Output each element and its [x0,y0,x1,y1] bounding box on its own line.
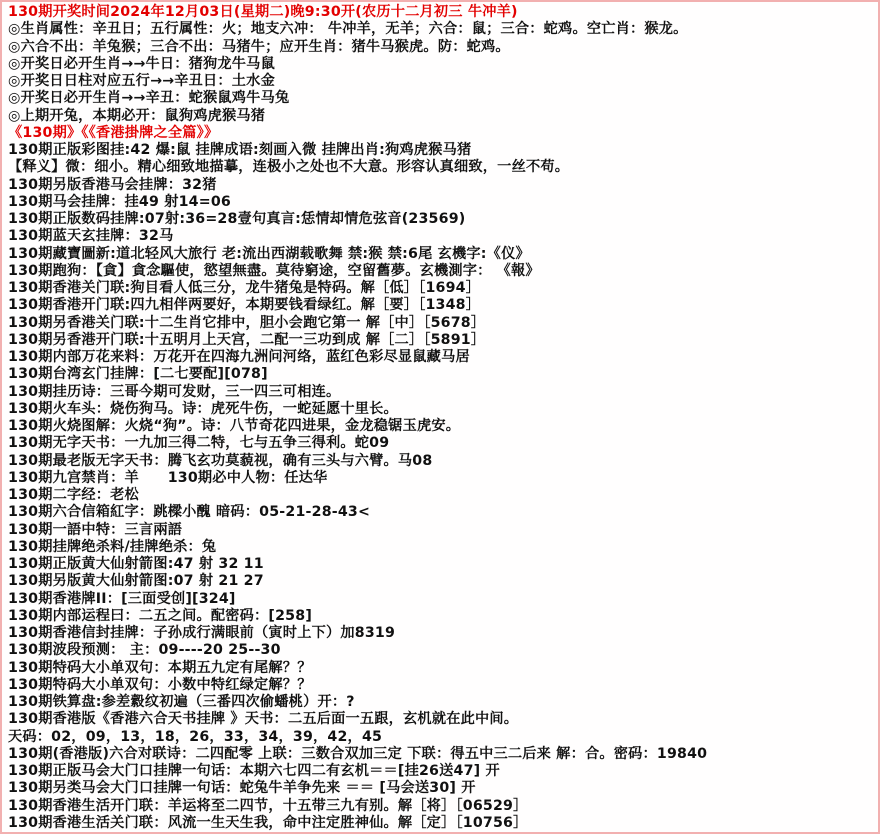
text-line: 130期正版马会大门口挂牌一句话：本期六七四二有玄机＝＝[挂26送47] 开 [8,763,500,779]
text-line: 130期香港生活关门联：风流一生天生我，命中注定胜神仙。解［定］［10756］ [8,814,528,831]
text-line: 130期特码大小单双句：本期五九定有尾解？？ [8,659,312,676]
text-line: 130期二字经：老松 [8,487,139,503]
text-line: 130期九宫禁肖：羊 130期必中人物：任达华 [8,469,328,486]
text-line: 130期火烧图解：火烧“狗”。诗：八节奇花四进果，金龙稳锯玉虎安。 [8,418,461,434]
text-line: 130期正版彩图挂:42 爆:鼠 挂牌成语:刻画入微 挂牌出肖:狗鸡虎猴马猪 [8,142,472,158]
text-line: 130期火车头：烧伤狗马。诗：虎死牛伤，一蛇延愿十里长。 [8,400,398,417]
text-line: 130期跑狗：【貪】貪念驅使，慾望無盡。莫待窮途，空留舊夢。玄機測字： 《報》 [8,262,540,279]
text-line: 130期另版香港马会挂牌：32猪 [8,176,217,193]
text-line: 130期一語中特：三言兩語 [8,521,183,538]
text-line: ◎开奖日日柱对应五行→→辛丑日：土水金 [8,73,275,89]
text-line: 130期另香港开门联:十五明月上天宫，二配一三功到成 解［二］［5891］ [8,331,486,348]
text-line: 130期另版黄大仙射箭图:07 射 21 27 [8,573,264,590]
text-line: 130期另香港关门联:十二生肖它排中，胆小会跑它第一 解［中］［5678］ [8,314,486,331]
text-lines-container [8,4,878,832]
text-line: 130期台湾玄门挂牌：[二七要配][078] [8,366,268,383]
text-line: 130期最老版无字天书：腾飞玄功莫藐视，确有三头与六臂。马08 [8,452,433,469]
text-line: ◎六合不出：羊兔猴；三合不出：马猪牛；应开生肖：猪牛马猴虎。防：蛇鸡。 [8,38,510,55]
text-line: 130期香港关门联:狗目看人低三分，龙牛猪兔是特码。解［低］［1694］ [8,280,481,296]
text-line: 130期蓝天玄挂牌：32马 [8,228,174,245]
text-line: 130期马会挂牌：挂49 射14=06 [8,193,231,210]
text-line: 130期开奖时间2024年12月03日(星期二)晚9:30开(农历十二月初三 牛冲羊) [8,4,518,20]
text-line: 130期挂历诗：三哥今期可发财，三一四三可相连。 [8,383,341,400]
text-line: 130期波段预测： 主：09----20 25--30 [8,642,281,659]
text-line: 130期正版数码挂牌:07射:36=28壹句真言:恁情却情危弦音(23569) [8,211,466,227]
text-line: 《130期》《《香港掛牌之全篇》》 [8,124,219,141]
text-line: 130期无字天书：一九加三得二特，七与五争三得利。蛇09 [8,435,390,452]
text-line: 130期香港开门联:四九相伴两要好，本期要钱看绿红。解［要］［1348］ [8,297,481,314]
text-line: 130期香港信封挂牌：子孙成行满眼前（寅时上下）加8319 [8,625,396,641]
text-line: 【释义】微：细小。精心细致地描摹，连极小之处也不大意。形容认真细致，一丝不苟。 [8,159,570,176]
text-line: 130期正版黄大仙射箭图:47 射 32 11 [8,556,264,572]
text-line: 130期香港生活开门联：羊运将至二四节，十五带三九有别。解［将］［06529］ [8,797,528,814]
text-line: 130期铁算盘:参差縠纹初遍（三番四次偷蟠桃）开：? [8,694,355,710]
text-line: 130期(香港版)六合对联诗：二四配零 上联：三数合双加三定 下联：得五中三二后来 解：合。密码：19840 [8,745,708,762]
text-line: ◎开奖日必开生肖→→牛日：猪狗龙牛马鼠 [8,55,275,72]
text-line: 130期挂牌绝杀料/挂牌绝杀：兔 [8,538,217,555]
text-line: ◎开奖日必开生肖→→辛丑：蛇猴鼠鸡牛马兔 [8,90,290,107]
text-line: 130期藏寶圖新:道北轻风大旅行 老:流出西湖载歌舞 禁:猴 禁:6尾 玄機字:《仪》 [8,245,530,262]
text-line: 130期特码大小单双句：小数中特红绿定解？？ [8,676,312,693]
text-line: ◎生肖属性：辛丑日；五行属性：火；地支六冲： 牛冲羊，无羊；六合：鼠；三合：蛇鸡。空亡肖：猴龙。 [8,21,688,38]
text-line: 130期香港牌II：[三面受创][324] [8,590,236,607]
text-line: ◎上期开兔，本期必开：鼠狗鸡虎猴马猪 [8,107,266,124]
text-line: 130期内部运程曰：二五之间。配密码：[258] [8,607,312,624]
text-line: 130期另类马会大门口挂牌一句话：蛇兔牛羊争先来 ＝＝ [马会送30] 开 [8,780,476,797]
text-line: 天码：02，09，13，18，26，33，34，39，42，45 [8,728,383,745]
text-line: 130期六合信箱紅字：跳樑小醜 暗码：05-21-28-43< [8,504,371,521]
text-line: 130期香港版《香港六合天书挂牌 》天书：二五后面一五跟，玄机就在此中间。 [8,711,519,728]
text-line: 130期内部万花来料：万花开在四海九洲问河络，蓝红色彩尽显鼠藏马居 [8,349,470,365]
